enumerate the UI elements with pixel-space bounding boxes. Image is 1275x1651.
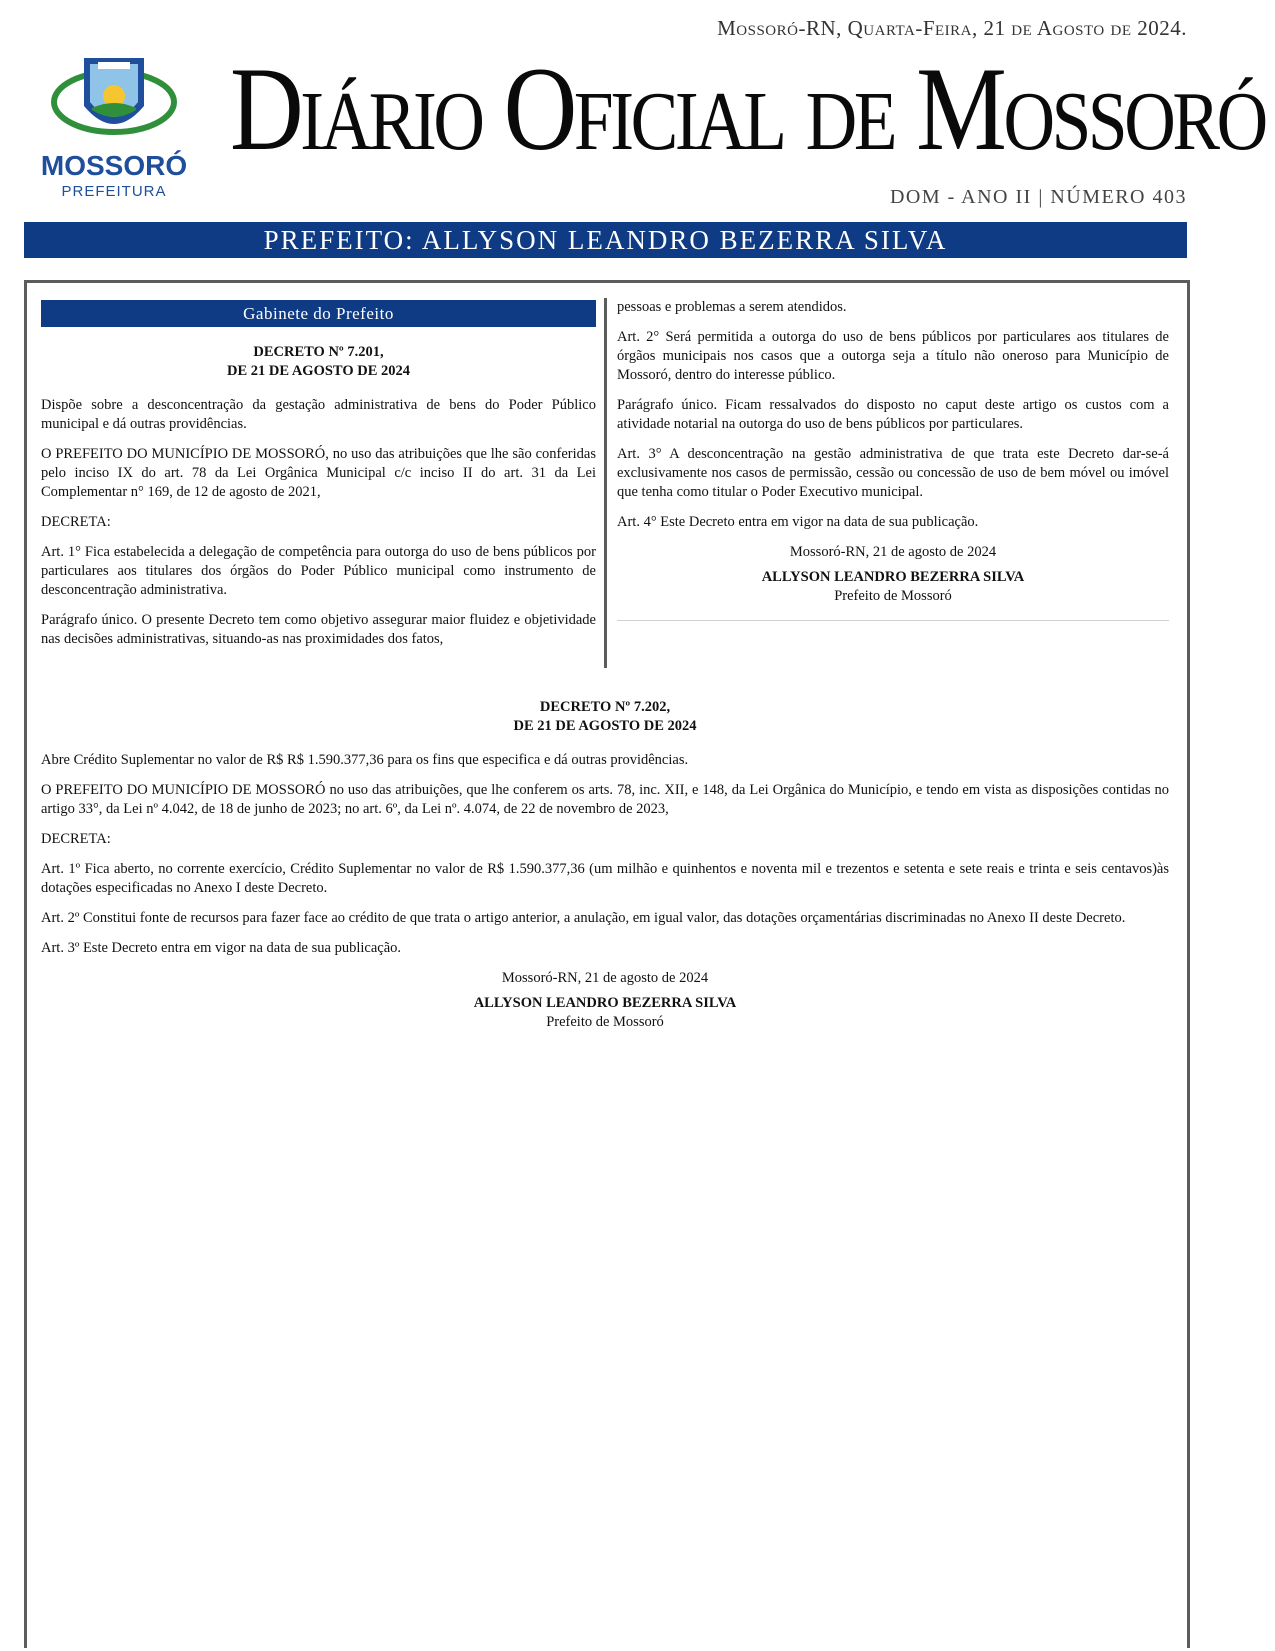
decree1-signer: ALLYSON LEANDRO BEZERRA SILVA (761, 569, 1025, 585)
decree1-place-date: Mossoró-RN, 21 de agosto de 2024 (789, 544, 997, 560)
mayor-banner: PREFEITO: ALLYSON LEANDRO BEZERRA SILVA (24, 222, 1187, 258)
logo-subtitle: PREFEITURA (61, 183, 167, 200)
decree1-title-line2: DE 21 DE AGOSTO DE 2024 (226, 363, 411, 379)
decree2-title-line1: DECRETO Nº 7.202, (539, 699, 671, 715)
section-header: Gabinete do Prefeito (41, 300, 596, 327)
edition-number: DOM - ANO II | NÚMERO 403 (889, 186, 1187, 208)
edition-date: Mossoró-RN, Quarta-Feira, 21 de Agosto de 2024. (717, 16, 1187, 40)
decree1-paragraph2: Parágrafo único. Ficam ressalvados do disposto no caput deste artigo os custos com a atividade notarial na outorga do uso de bens públicos por particulares. (617, 397, 1169, 432)
decree1-paragraph1-continued: pessoas e problemas a serem atendidos. (617, 299, 847, 315)
decree2-signer-role: Prefeito de Mossoró (546, 1014, 664, 1030)
masthead-text: Diário Oficial de Mossoró (230, 42, 1265, 175)
decree1-art1: Art. 1° Fica estabelecida a delegação de competência para outorga do uso de bens públicos por particulares aos titulares dos órgãos do Poder Público municipal como instrumento de desconcentração administrativa. (41, 544, 596, 598)
right-column (617, 298, 1169, 621)
masthead-title (230, 34, 1265, 184)
decree1-preamble: O PREFEITO DO MUNICÍPIO DE MOSSORÓ, no uso das atribuições que lhe são conferidas pelo inciso IX do art. 78 da Lei Orgânica Municipal c/c inciso II do art. 31 da Lei Complementar n° 169, de 12 de agosto de 2021, (41, 446, 596, 500)
left-column (41, 300, 596, 660)
decree2-place-date: Mossoró-RN, 21 de agosto de 2024 (501, 970, 709, 986)
decree1-decreta: DECRETA: (41, 514, 111, 530)
decree2-title-line2: DE 21 DE AGOSTO DE 2024 (513, 718, 697, 734)
decree2-preamble: O PREFEITO DO MUNICÍPIO DE MOSSORÓ no uso das atribuições, que lhe conferem os arts. 78, inc. XII, e 148, da Lei Orgânica do Município, e tendo em vista as disposições contidas no artigo 33°, da Lei nº 4.042, de 18 de junho de 2023; no art. 6º, da Lei nº. 4.074, de 22 de novembro de 2023, (41, 782, 1169, 817)
decree2-art3: Art. 3º Este Decreto entra em vigor na data de sua publicação. (41, 940, 402, 956)
city-seal-icon (50, 50, 178, 150)
decree2-art2: Art. 2º Constitui fonte de recursos para fazer face ao crédito de que trata o artigo anterior, a anulação, em igual valor, das dotações orçamentárias discriminadas no Anexo II deste Decreto. (41, 910, 1126, 926)
decree1-paragraph1: Parágrafo único. O presente Decreto tem como objetivo assegurar maior fluidez e objetividade nas decisões administrativas, situando-as nas proximidades dos fatos, (41, 612, 596, 647)
decree1-art2: Art. 2° Será permitida a outorga do uso de bens públicos por particulares aos titulares de órgãos municipais nos casos que a outorga seja a título não oneroso para Município de Mossoró, dentro do interesse público. (617, 329, 1169, 383)
decree2-section (41, 698, 1169, 1032)
decree2-art1: Art. 1º Fica aberto, no corrente exercício, Crédito Suplementar no valor de R$ 1.590.377,36 (um milhão e quinhentos e noventa mil e trezentos e setenta e sete reais e trinta e seis centavos)às dotações especificadas no Anexo I deste Decreto. (41, 861, 1169, 896)
decree1-summary: Dispõe sobre a desconcentração da gestação administrativa de bens do Poder Público municipal e dá outras providências. (41, 397, 596, 432)
decree2-decreta: DECRETA: (41, 831, 111, 847)
prefeitura-logo (24, 50, 204, 210)
logo-city-name: MOSSORÓ (40, 150, 188, 181)
column-divider (604, 298, 607, 668)
decree1-end-rule (617, 620, 1169, 621)
decree1-title-line1: DECRETO Nº 7.201, (253, 344, 384, 360)
decree1-art3: Art. 3° A desconcentração na gestão administrativa de que trata este Decreto dar-se-á exclusivamente nos casos de permissão, cessão ou concessão de uso de bem móvel ou imóvel que tenha como titular o Poder Executivo municipal. (617, 446, 1169, 500)
decree2-summary: Abre Crédito Suplementar no valor de R$ R$ 1.590.377,36 para os fins que especifica e dá outras providências. (41, 752, 689, 768)
decree2-title (41, 698, 1169, 736)
decree1-art4: Art. 4° Este Decreto entra em vigor na data de sua publicação. (617, 514, 979, 530)
decree1-title (41, 343, 596, 381)
decree1-signer-role: Prefeito de Mossoró (834, 588, 952, 604)
decree2-signer: ALLYSON LEANDRO BEZERRA SILVA (473, 995, 737, 1011)
